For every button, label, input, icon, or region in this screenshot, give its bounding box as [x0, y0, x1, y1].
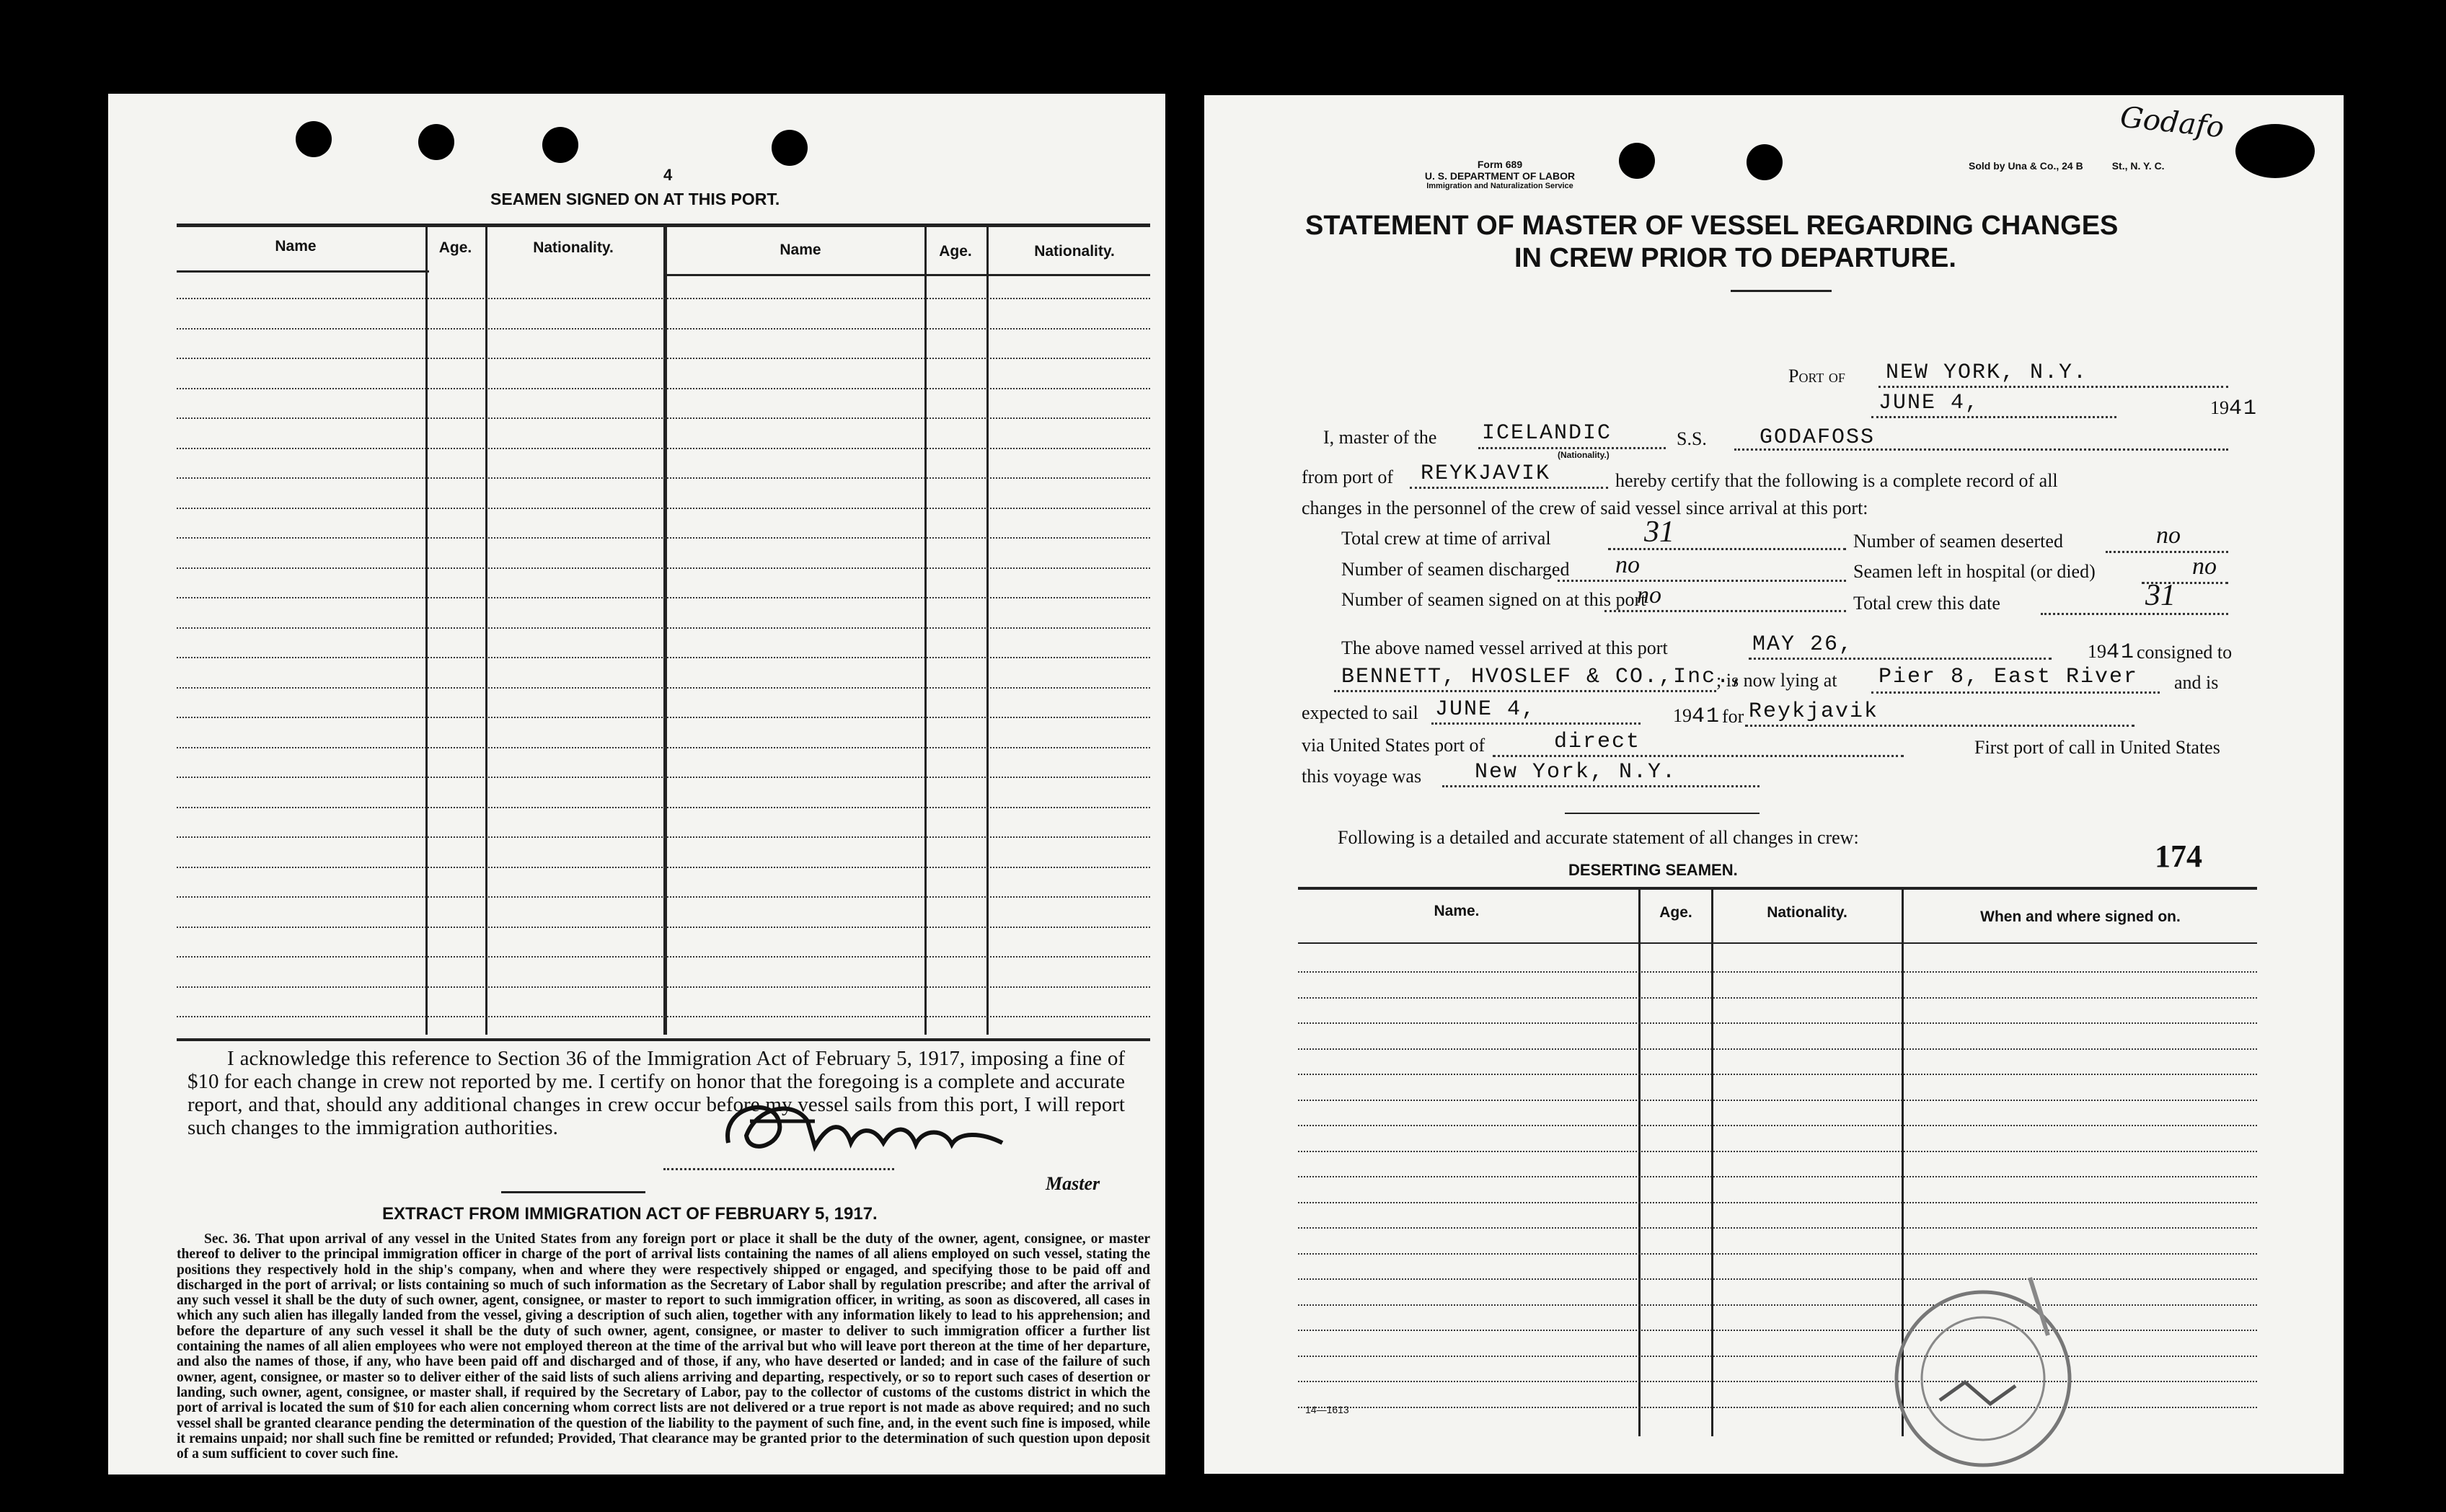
divider-rule: [501, 1191, 645, 1193]
total-crew-date-value: 31: [2145, 579, 2176, 612]
port-value: NEW YORK, N.Y.: [1886, 361, 2088, 385]
total-crew-date-label: Total crew this date: [1853, 593, 2000, 614]
table-row: [1298, 1227, 2257, 1229]
column-divider: [1638, 888, 1641, 1436]
deserting-seamen-title: DESERTING SEAMEN.: [1568, 861, 1738, 879]
table-row: [177, 777, 1150, 778]
signed-on-label: Number of seamen signed on at this port: [1341, 589, 1646, 610]
table-header-rule: [1298, 942, 2257, 944]
page-number: 4: [663, 166, 673, 184]
form-title-line1: STATEMENT OF MASTER OF VESSEL REGARDING CHANGES: [1305, 211, 2119, 241]
table-row: [177, 836, 1150, 838]
extract-text: [177, 1232, 1150, 1462]
table-row: [1298, 1330, 2257, 1331]
expected-year-prefix: 19: [1673, 705, 1692, 726]
consigned-label: consigned to: [2137, 642, 2233, 663]
table-row: [1298, 1202, 2257, 1203]
table-row: [177, 896, 1150, 898]
table-row: [177, 298, 1150, 299]
table-row: [1298, 997, 2257, 999]
seamen-signed-title: SEAMEN SIGNED ON AT THIS PORT.: [490, 190, 780, 208]
arrived-line: [1749, 658, 2052, 660]
date-year: [2210, 397, 2258, 421]
consignee-line: [1334, 690, 1716, 692]
table-row: [177, 567, 1150, 569]
from-port-value: REYKJAVIK: [1421, 461, 1551, 486]
for-value: Reykjavik: [1749, 699, 1879, 724]
footer-code: 14—1613: [1305, 1404, 1349, 1415]
table-row: [1298, 1278, 2257, 1280]
voyage-label: this voyage was: [1302, 766, 1422, 787]
total-crew-arrival-label: Total crew at time of arrival: [1341, 528, 1551, 549]
column-header-nationality: Nationality.: [1767, 904, 1847, 921]
expected-label: expected to sail: [1302, 702, 1418, 723]
table-row: [177, 328, 1150, 330]
table-row: [1298, 1048, 2257, 1050]
service-name: Immigration and Naturalization Service: [1426, 182, 1573, 190]
certify-text: hereby certify that the following is a complete record of all: [1615, 470, 2058, 491]
column-header-age: Age.: [438, 239, 472, 256]
table-row: [177, 537, 1150, 539]
column-header-name: Name: [780, 242, 821, 258]
table-bottom-rule: [177, 1038, 1150, 1041]
left-page: [108, 94, 1165, 1475]
department-name: U. S. DEPARTMENT OF LABOR: [1424, 170, 1576, 182]
arrived-year: [2088, 640, 2135, 665]
seller-note: [1969, 160, 2165, 172]
table-row: [1298, 971, 2257, 973]
table-row: [177, 477, 1150, 479]
total-crew-arrival-value: 31: [1644, 516, 1674, 549]
punch-hole: [296, 121, 332, 157]
table-row: [1298, 1304, 2257, 1306]
acknowledgment-text: I acknowledge this reference to Section 36 of the Immigration Act of February 5, 1917, imposing a fine of $10 for each change in crew not reported by me. I certify on honor that the foregoing is a complete and accurate report, and that, should any additional changes in crew occur before my vessel sails from this port, I will report such changes to the immigration authorities.: [187, 1047, 1125, 1139]
column-divider: [986, 227, 989, 1035]
table-row: [177, 597, 1150, 598]
table-row: [1298, 1356, 2257, 1357]
master-label: Master: [1046, 1173, 1100, 1194]
voyage-underline: [1565, 813, 1760, 814]
arrived-year-prefix: 19: [2088, 641, 2106, 662]
table-row: [177, 717, 1150, 718]
column-header-name: Name.: [1434, 903, 1480, 919]
date-year-prefix: 19: [2210, 397, 2229, 418]
ink-blot: [2235, 124, 2315, 178]
table-row: [1298, 1022, 2257, 1024]
table-top-rule: [1298, 887, 2257, 890]
column-header-name: Name: [275, 238, 317, 255]
column-header-nationality: Nationality.: [1034, 243, 1115, 260]
voyage-line: [1442, 785, 1760, 787]
for-line: [1745, 725, 2134, 727]
expected-year: [1673, 704, 1721, 729]
port-line: [1878, 386, 2228, 388]
total-crew-arrival-line: [1608, 548, 1846, 550]
punch-hole: [542, 127, 578, 163]
from-port-label: from port of: [1302, 467, 1394, 487]
table-row: [177, 627, 1150, 629]
via-line: [1493, 755, 1904, 757]
hospital-value: no: [2192, 553, 2217, 580]
date-value: JUNE 4,: [1878, 391, 1980, 415]
column-divider: [425, 227, 428, 1035]
column-header-age: Age.: [939, 243, 972, 260]
table-row: [177, 657, 1150, 658]
form-title-line2: IN CREW PRIOR TO DEPARTURE.: [1514, 243, 1956, 273]
changes-text: changes in the personnel of the crew of said vessel since arrival at this port:: [1302, 498, 1868, 518]
arrived-label: The above named vessel arrived at this port: [1341, 637, 1668, 658]
extract-section-label: Sec. 36.: [204, 1232, 251, 1247]
title-underline: [1731, 290, 1832, 292]
from-port-line: [1410, 487, 1608, 489]
table-row: [1298, 1407, 2257, 1408]
extract-body: That upon arrival of any vessel in the United States from any foreign port or place it shall be the duty of the owner, agent, consignee, or master thereof to deliver to the principal immigration officer in charge of the port of arrival lists containing the names of all aliens employed on such vessel, stating the positions they respectively hold in the ship's company, when and where they were respectively shipped or engaged, and specifying those to be paid off and discharged in the port of arrival; or lists containing so much of such information as the Secretary of Labor shall by regulation prescribe; and after the arrival of any such vessel it shall be the duty of such owner, agent, consignee, or master to report to such immigration officer, in writing, as soon as discovered, all cases in which any such alien has illegally landed from the vessel, giving a description of such alien, together with any information likely to lead to his apprehension; and before the departure of any such vessel it shall be the duty of such owner, agent, consignee, or master to deliver to such immigration officer a further list containing the names of all alien employees who were not employed thereon at the time of the arrival but who will leave port thereon at the time of her departure, and also the names of those, if any, who have been paid off and discharged and of those, if any, who have deserted or landed; and in case of the failure of such owner, agent, consignee, or master so to deliver either of the said lists of such aliens arriving and departing, respectively, or so to report such cases of desertion or landing, such owner, agent, consignee, or master shall, if required by the Secretary of Labor, pay to the collector of customs of the customs district in which the port of arrival is located the sum of $10 for each alien concerning whom correct lists are not delivered or a true report is not made as above required; and no such vessel shall be granted clearance pending the determination of the question of the liability to the payment of such fine, and, in the event such fine is imposed, while it remains unpaid; nor shall such fine be remitted or refunded; Provided, That clearance may be granted prior to the determination of such question upon deposit of a sum sufficient to cover such fine.: [177, 1232, 1150, 1462]
voyage-value: New York, N.Y.: [1475, 760, 1677, 784]
arrived-year-suffix: 41: [2106, 640, 2136, 665]
immigration-stamp: [1857, 1249, 2102, 1480]
punch-hole: [772, 130, 808, 166]
table-row: [1298, 1074, 2257, 1075]
table-row: [177, 687, 1150, 689]
table-row: [177, 927, 1150, 928]
lying-line: [1871, 691, 2160, 694]
vessel-line: [1734, 448, 2228, 451]
table-row: [177, 956, 1150, 958]
expected-year-suffix: 41: [1692, 704, 1721, 729]
lying-value: Pier 8, East River: [1878, 665, 2139, 689]
handwritten-vessel-note: Godafo: [2118, 100, 2226, 145]
expected-value: JUNE 4,: [1435, 697, 1537, 722]
and-is-label: and is: [2174, 672, 2219, 693]
right-page: [1204, 95, 2344, 1474]
column-divider: [485, 227, 487, 1035]
master-of-label: I, master of the: [1323, 427, 1437, 448]
nationality-value: ICELANDIC: [1482, 421, 1612, 446]
ss-label: S.S.: [1677, 428, 1707, 449]
signed-on-value: no: [1637, 582, 1661, 609]
table-row: [1298, 1381, 2257, 1382]
column-divider: [924, 227, 927, 1035]
signed-on-line: [1604, 610, 1846, 612]
table-row: [177, 986, 1150, 988]
nationality-line: [1478, 447, 1666, 449]
table-row: [177, 508, 1150, 509]
date-line: [1871, 416, 2116, 418]
arrived-value: MAY 26,: [1752, 632, 1854, 657]
date-year-suffix: 41: [2229, 397, 2259, 421]
via-value: direct: [1554, 730, 1641, 754]
total-crew-date-line: [2041, 613, 2228, 615]
via-label: via United States port of: [1302, 735, 1485, 756]
table-row: [1298, 1100, 2257, 1101]
table-row: [177, 747, 1150, 748]
table-row: [1298, 1253, 2257, 1255]
table-row: [177, 1016, 1150, 1017]
column-divider: [1711, 888, 1713, 1436]
discharged-line: [1558, 580, 1846, 582]
page-number-174: 174: [2155, 839, 2202, 874]
table-row: [177, 417, 1150, 419]
following-text: Following is a detailed and accurate statement of all changes in crew:: [1338, 827, 1859, 848]
hospital-label: Seamen left in hospital (or died): [1853, 561, 2096, 582]
form-number: Form 689: [1477, 159, 1523, 170]
vessel-name: GODAFOSS: [1760, 425, 1876, 450]
discharged-value: no: [1615, 552, 1640, 578]
port-label: Port of: [1788, 366, 1845, 386]
punch-hole: [1619, 143, 1655, 179]
consignee-value: BENNETT, HVOSLEF & CO.,Inc.,: [1341, 665, 1746, 689]
table-row: [177, 448, 1150, 449]
punch-hole: [1747, 144, 1783, 180]
extract-title: EXTRACT FROM IMMIGRATION ACT OF FEBRUARY 5, 1917.: [382, 1204, 878, 1224]
table-row: [177, 867, 1150, 868]
for-label: for: [1722, 706, 1744, 727]
table-row: [177, 358, 1150, 359]
deserted-label: Number of seamen deserted: [1853, 531, 2063, 552]
deserted-value: no: [2156, 522, 2181, 549]
form-header: [1406, 159, 1594, 190]
expected-line: [1431, 722, 1641, 725]
table-row: [1298, 1176, 2257, 1177]
nationality-caption: (Nationality.): [1558, 450, 1610, 460]
table-header-rule: [663, 274, 1150, 276]
table-row: [177, 388, 1150, 389]
discharged-label: Number of seamen discharged: [1341, 559, 1570, 580]
table-header-rule: [177, 270, 429, 273]
column-divider: [663, 227, 667, 1035]
first-port-label: First port of call in United States: [1974, 737, 2220, 758]
seller-note-start: Sold by Una & Co., 24 B: [1969, 160, 2083, 172]
signature-line: [663, 1168, 894, 1170]
lying-label: ; is now lying at: [1716, 670, 1837, 691]
table-row: [1298, 1125, 2257, 1126]
master-signature: [707, 1092, 1010, 1172]
seller-note-end: St., N. Y. C.: [2111, 160, 2165, 172]
column-header-signed-on: When and where signed on.: [1980, 908, 2181, 925]
column-header-nationality: Nationality.: [533, 239, 614, 256]
column-header-age: Age.: [1659, 904, 1692, 921]
table-row: [177, 807, 1150, 808]
table-row: [1298, 1151, 2257, 1152]
punch-hole: [418, 124, 454, 160]
